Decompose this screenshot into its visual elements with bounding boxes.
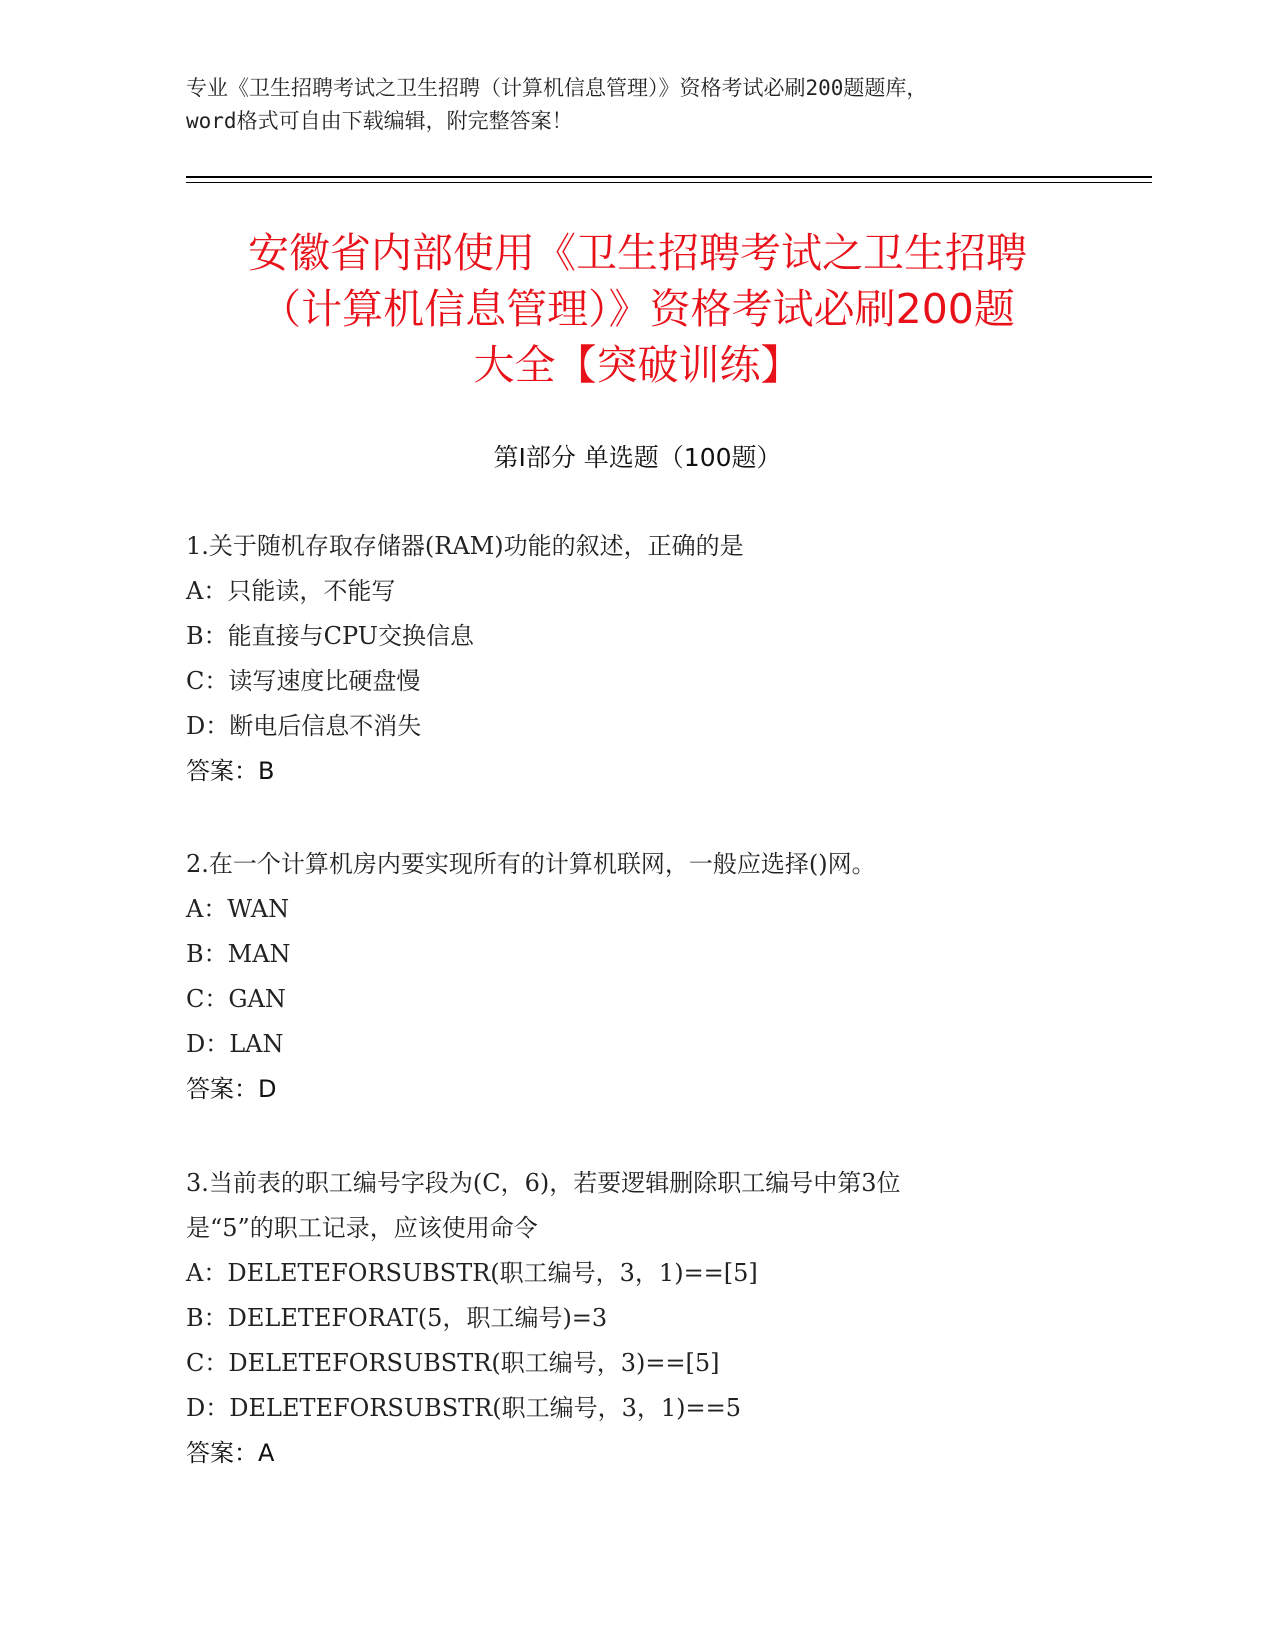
option-c: C：GAN xyxy=(186,985,286,1013)
option-d: D：DELETEFORSUBSTR(职工编号，3，1)==5 xyxy=(186,1394,741,1422)
question-stem-line-2: 是“5”的职工记录，应该使用命令 xyxy=(186,1214,538,1242)
document-title-line-1: 安徽省内部使用《卫生招聘考试之卫生招聘 xyxy=(248,229,1027,277)
option-c: C：读写速度比硬盘慢 xyxy=(186,667,421,695)
header-note-line-1: 专业《卫生招聘考试之卫生招聘（计算机信息管理）》资格考试必刷200题题库， xyxy=(186,76,928,100)
question-2 xyxy=(186,842,1086,1112)
section-title: 第I部分 单选题（100题） xyxy=(493,443,782,472)
option-c: C：DELETEFORSUBSTR(职工编号，3)==[5] xyxy=(186,1349,720,1377)
header-note-line-2: word格式可自由下载编辑，附完整答案！ xyxy=(186,109,573,133)
option-b: B：能直接与CPU交换信息 xyxy=(186,622,474,650)
header-divider-thick xyxy=(186,176,1152,178)
question-stem-line-1: 3.当前表的职工编号字段为(C，6)，若要逻辑删除职工编号中第3位 xyxy=(186,1169,901,1197)
answer: 答案：D xyxy=(186,1075,277,1103)
option-d: D：断电后信息不消失 xyxy=(186,712,422,740)
question-stem: 2.在一个计算机房内要实现所有的计算机联网，一般应选择()网。 xyxy=(186,850,876,878)
header-note xyxy=(186,72,1086,138)
option-a: A：只能读，不能写 xyxy=(186,577,396,605)
option-b: B：MAN xyxy=(186,940,291,968)
option-d: D：LAN xyxy=(186,1030,284,1058)
question-1 xyxy=(186,524,1086,794)
document-title xyxy=(150,225,1125,393)
option-a: A：WAN xyxy=(186,895,290,923)
question-stem: 1.关于随机存取存储器(RAM)功能的叙述，正确的是 xyxy=(186,532,744,560)
answer: 答案：A xyxy=(186,1439,275,1467)
question-3 xyxy=(186,1161,1086,1476)
header-divider-thin xyxy=(186,182,1152,183)
document-title-line-3: 大全【突破训练】 xyxy=(473,341,802,389)
answer: 答案：B xyxy=(186,757,275,785)
option-b: B：DELETEFORAT(5，职工编号)=3 xyxy=(186,1304,608,1332)
option-a: A：DELETEFORSUBSTR(职工编号，3，1)==[5] xyxy=(186,1259,758,1287)
document-title-line-2: （计算机信息管理）》资格考试必刷200题 xyxy=(260,285,1015,333)
